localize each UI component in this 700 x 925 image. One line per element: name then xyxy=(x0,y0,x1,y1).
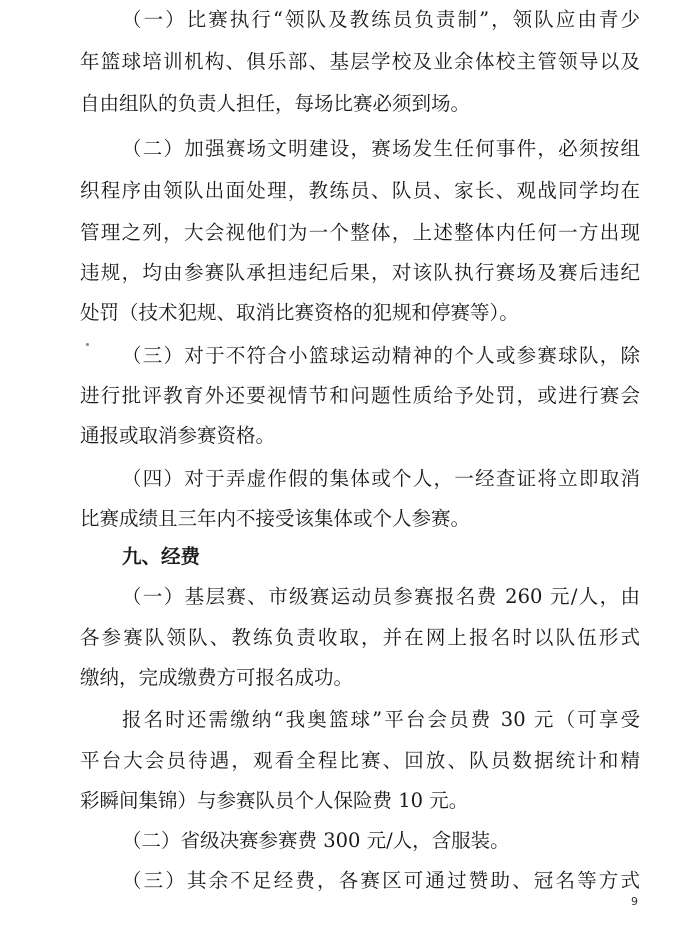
text-line-3: 自由组队的负责人担任，每场比赛必须到场。 xyxy=(80,92,471,115)
text-line-16: 各参赛队领队、教练负责收取，并在网上报名时以队伍形式 xyxy=(80,626,640,649)
text-line-5: 织程序由领队出面处理，教练员、队员、家长、观战同学均在 xyxy=(80,179,640,202)
text-line-2: 年篮球培训机构、俱乐部、基层学校及业余体校主管领导以及 xyxy=(80,50,640,73)
text-line-13: 比赛成绩且三年内不接受该集体或个人参赛。 xyxy=(80,507,471,530)
page-number: 9 xyxy=(631,895,638,908)
text-line-20: 彩瞬间集锦）与参赛队员个人保险费 10 元。 xyxy=(80,789,469,812)
text-line-12: （四）对于弄虚作假的集体或个人，一经查证将立即取消 xyxy=(122,467,640,490)
text-line-4: （二）加强赛场文明建设，赛场发生任何事件，必须按组 xyxy=(122,137,640,160)
text-line-8: 处罚（技术犯规、取消比赛资格的犯规和停赛等）。 xyxy=(80,301,519,324)
text-line-10: 进行批评教育外还要视情节和问题性质给予处罚，或进行赛会 xyxy=(80,384,640,407)
text-line-7: 违规，均由参赛队承担违纪后果，对该队执行赛场及赛后违纪 xyxy=(80,261,640,284)
scan-speck-mark xyxy=(86,343,89,346)
section-heading-funding: 九、经费 xyxy=(122,545,201,568)
text-line-17: 缴纳，完成缴费方可报名成功。 xyxy=(80,666,354,689)
text-line-9: （三）对于不符合小篮球运动精神的个人或参赛球队，除 xyxy=(122,344,640,367)
text-line-22: （三）其余不足经费，各赛区可通过赞助、冠名等方式 xyxy=(122,869,640,892)
text-line-18: 报名时还需缴纳“我奥篮球”平台会员费 30 元（可享受 xyxy=(122,708,640,731)
text-line-19: 平台大会员待遇，观看全程比赛、回放、队员数据统计和精 xyxy=(80,749,640,772)
text-line-11: 通报或取消参赛资格。 xyxy=(80,424,276,447)
text-line-21: （二）省级决赛参赛费 300 元/人，含服装。 xyxy=(122,829,510,852)
text-line-15: （一）基层赛、市级赛运动员参赛报名费 260 元/人，由 xyxy=(122,585,640,608)
text-line-1: （一）比赛执行“领队及教练员负责制”，领队应由青少 xyxy=(122,8,640,31)
text-line-6: 管理之列，大会视他们为一个整体，上述整体内任何一方出现 xyxy=(80,221,640,244)
